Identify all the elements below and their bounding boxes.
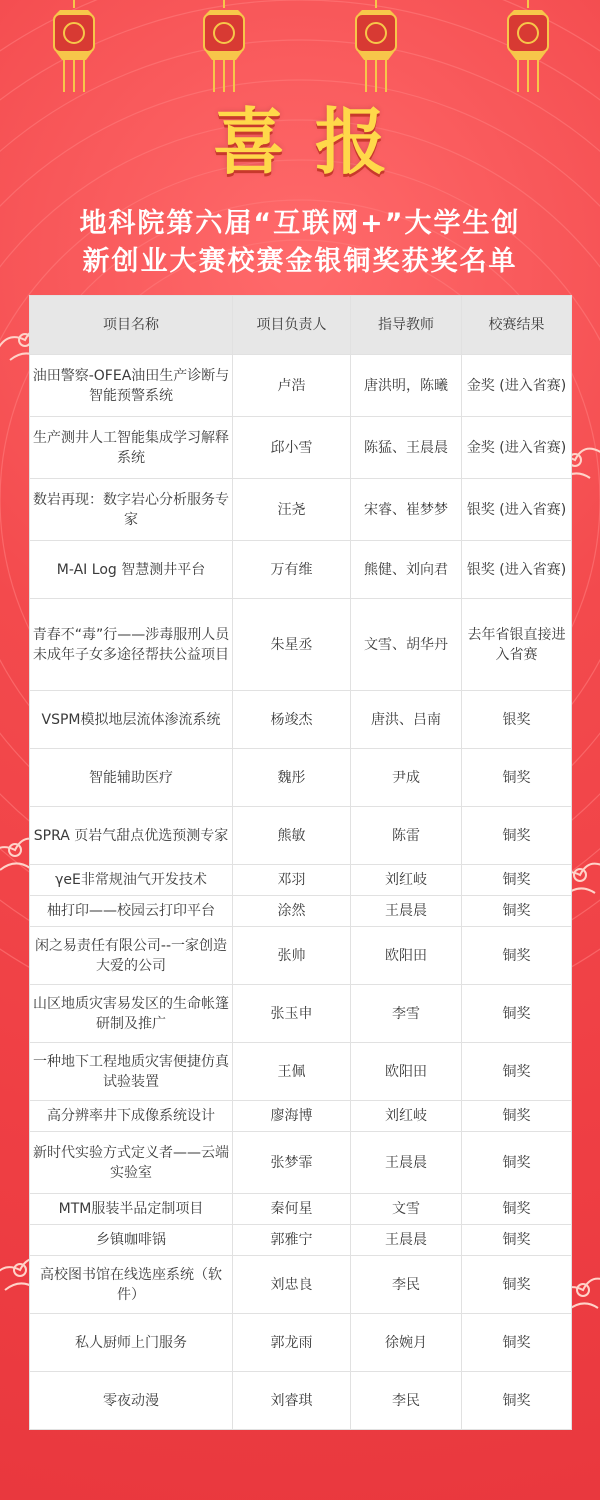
advisor-cell: 陈猛、王晨晨	[351, 417, 462, 479]
advisor-cell: 欧阳田	[351, 927, 462, 985]
table-row	[30, 599, 572, 691]
leader-cell: 熊敏	[233, 807, 351, 865]
project-name-cell: SPRA 页岩气甜点优选预测专家	[30, 807, 233, 865]
leader-cell: 朱星丞	[233, 599, 351, 691]
result-cell: 铜奖	[462, 927, 572, 985]
leader-cell: 杨竣杰	[233, 691, 351, 749]
table-row	[30, 1043, 572, 1101]
result-cell: 铜奖	[462, 807, 572, 865]
result-cell: 铜奖	[462, 1314, 572, 1372]
result-cell: 银奖 (进入省赛)	[462, 541, 572, 599]
lantern-icon	[196, 0, 252, 95]
table-body	[30, 355, 572, 1430]
project-name-cell: 青春不“毒”行——涉毒服刑人员未成年子女多途径帮扶公益项目	[30, 599, 233, 691]
result-cell: 铜奖	[462, 1256, 572, 1314]
column-header: 项目名称	[30, 296, 233, 355]
project-name-cell: 智能辅助医疗	[30, 749, 233, 807]
result-cell: 铜奖	[462, 1132, 572, 1194]
advisor-cell: 王晨晨	[351, 896, 462, 927]
advisor-cell: 李民	[351, 1256, 462, 1314]
table-header-row	[30, 296, 572, 355]
leader-cell: 张帅	[233, 927, 351, 985]
project-name-cell: 私人厨师上门服务	[30, 1314, 233, 1372]
advisor-cell: 徐婉月	[351, 1314, 462, 1372]
table-row	[30, 749, 572, 807]
advisor-cell: 王晨晨	[351, 1132, 462, 1194]
leader-cell: 魏彤	[233, 749, 351, 807]
advisor-cell: 宋睿、崔梦梦	[351, 479, 462, 541]
advisor-cell: 唐洪明，陈曦	[351, 355, 462, 417]
table-row	[30, 985, 572, 1043]
table-row	[30, 927, 572, 985]
leader-cell: 廖海博	[233, 1101, 351, 1132]
table-row	[30, 807, 572, 865]
subtitle-line-1: 地科院第六届“互联网+”大学生创	[79, 208, 521, 239]
table-row	[30, 1372, 572, 1430]
table-row	[30, 896, 572, 927]
advisor-cell: 尹成	[351, 749, 462, 807]
subtitle-line-2: 新创业大赛校赛金银铜奖获奖名单	[82, 246, 518, 277]
project-name-cell: M-AI Log 智慧测井平台	[30, 541, 233, 599]
result-cell: 铜奖	[462, 865, 572, 896]
leader-cell: 秦何星	[233, 1194, 351, 1225]
leader-cell: 涂然	[233, 896, 351, 927]
column-header: 项目负责人	[233, 296, 351, 355]
project-name-cell: 生产测井人工智能集成学习解释系统	[30, 417, 233, 479]
project-name-cell: 闲之易责任有限公司--一家创造大爱的公司	[30, 927, 233, 985]
page-subtitle	[0, 205, 600, 281]
result-cell: 金奖 (进入省赛)	[462, 355, 572, 417]
project-name-cell: 山区地质灾害易发区的生命帐篷研制及推广	[30, 985, 233, 1043]
result-cell: 铜奖	[462, 749, 572, 807]
leader-cell: 刘睿琪	[233, 1372, 351, 1430]
table-row	[30, 865, 572, 896]
result-cell: 金奖 (进入省赛)	[462, 417, 572, 479]
table-row	[30, 541, 572, 599]
table-row	[30, 1314, 572, 1372]
result-cell: 铜奖	[462, 1101, 572, 1132]
award-table	[29, 295, 572, 1430]
advisor-cell: 李雪	[351, 985, 462, 1043]
result-cell: 银奖	[462, 691, 572, 749]
result-cell: 铜奖	[462, 985, 572, 1043]
leader-cell: 王佩	[233, 1043, 351, 1101]
table-row	[30, 355, 572, 417]
result-cell: 银奖 (进入省赛)	[462, 479, 572, 541]
leader-cell: 郭雅宁	[233, 1225, 351, 1256]
leader-cell: 邱小雪	[233, 417, 351, 479]
leader-cell: 汪尧	[233, 479, 351, 541]
project-name-cell: 数岩再现：数字岩心分析服务专家	[30, 479, 233, 541]
leader-cell: 卢浩	[233, 355, 351, 417]
result-cell: 去年省银直接进入省赛	[462, 599, 572, 691]
advisor-cell: 熊健、刘向君	[351, 541, 462, 599]
result-cell: 铜奖	[462, 1194, 572, 1225]
project-name-cell: 柚打印——校园云打印平台	[30, 896, 233, 927]
advisor-cell: 李民	[351, 1372, 462, 1430]
project-name-cell: 新时代实验方式定义者——云端实验室	[30, 1132, 233, 1194]
column-header: 指导教师	[351, 296, 462, 355]
column-header: 校赛结果	[462, 296, 572, 355]
result-cell: 铜奖	[462, 1043, 572, 1101]
table-row	[30, 479, 572, 541]
project-name-cell: VSPM模拟地层流体渗流系统	[30, 691, 233, 749]
advisor-cell: 唐洪、吕南	[351, 691, 462, 749]
table-row	[30, 691, 572, 749]
leader-cell: 刘忠良	[233, 1256, 351, 1314]
leader-cell: 万有维	[233, 541, 351, 599]
table-row	[30, 1132, 572, 1194]
leader-cell: 邓羽	[233, 865, 351, 896]
leader-cell: 张玉申	[233, 985, 351, 1043]
project-name-cell: 一种地下工程地质灾害便捷仿真试验装置	[30, 1043, 233, 1101]
table-row	[30, 417, 572, 479]
advisor-cell: 欧阳田	[351, 1043, 462, 1101]
page-title: 喜报	[212, 100, 417, 184]
project-name-cell: MTM服装半品定制项目	[30, 1194, 233, 1225]
advisor-cell: 文雪、胡华丹	[351, 599, 462, 691]
result-cell: 铜奖	[462, 1225, 572, 1256]
advisor-cell: 刘红岐	[351, 865, 462, 896]
project-name-cell: 油田警察-OFEA油田生产诊断与智能预警系统	[30, 355, 233, 417]
advisor-cell: 陈雷	[351, 807, 462, 865]
lantern-icon	[500, 0, 556, 95]
advisor-cell: 王晨晨	[351, 1225, 462, 1256]
advisor-cell: 文雪	[351, 1194, 462, 1225]
leader-cell: 郭龙雨	[233, 1314, 351, 1372]
table-row	[30, 1194, 572, 1225]
result-cell: 铜奖	[462, 1372, 572, 1430]
table-row	[30, 1225, 572, 1256]
lantern-icon	[348, 0, 404, 95]
leader-cell: 张梦霏	[233, 1132, 351, 1194]
project-name-cell: 高分辨率井下成像系统设计	[30, 1101, 233, 1132]
table-row	[30, 1101, 572, 1132]
advisor-cell: 刘红岐	[351, 1101, 462, 1132]
project-name-cell: 高校图书馆在线选座系统（软件）	[30, 1256, 233, 1314]
project-name-cell: 零夜动漫	[30, 1372, 233, 1430]
result-cell: 铜奖	[462, 896, 572, 927]
table-row	[30, 1256, 572, 1314]
project-name-cell: 乡镇咖啡锅	[30, 1225, 233, 1256]
project-name-cell: γeE非常规油气开发技术	[30, 865, 233, 896]
lantern-icon	[46, 0, 102, 95]
